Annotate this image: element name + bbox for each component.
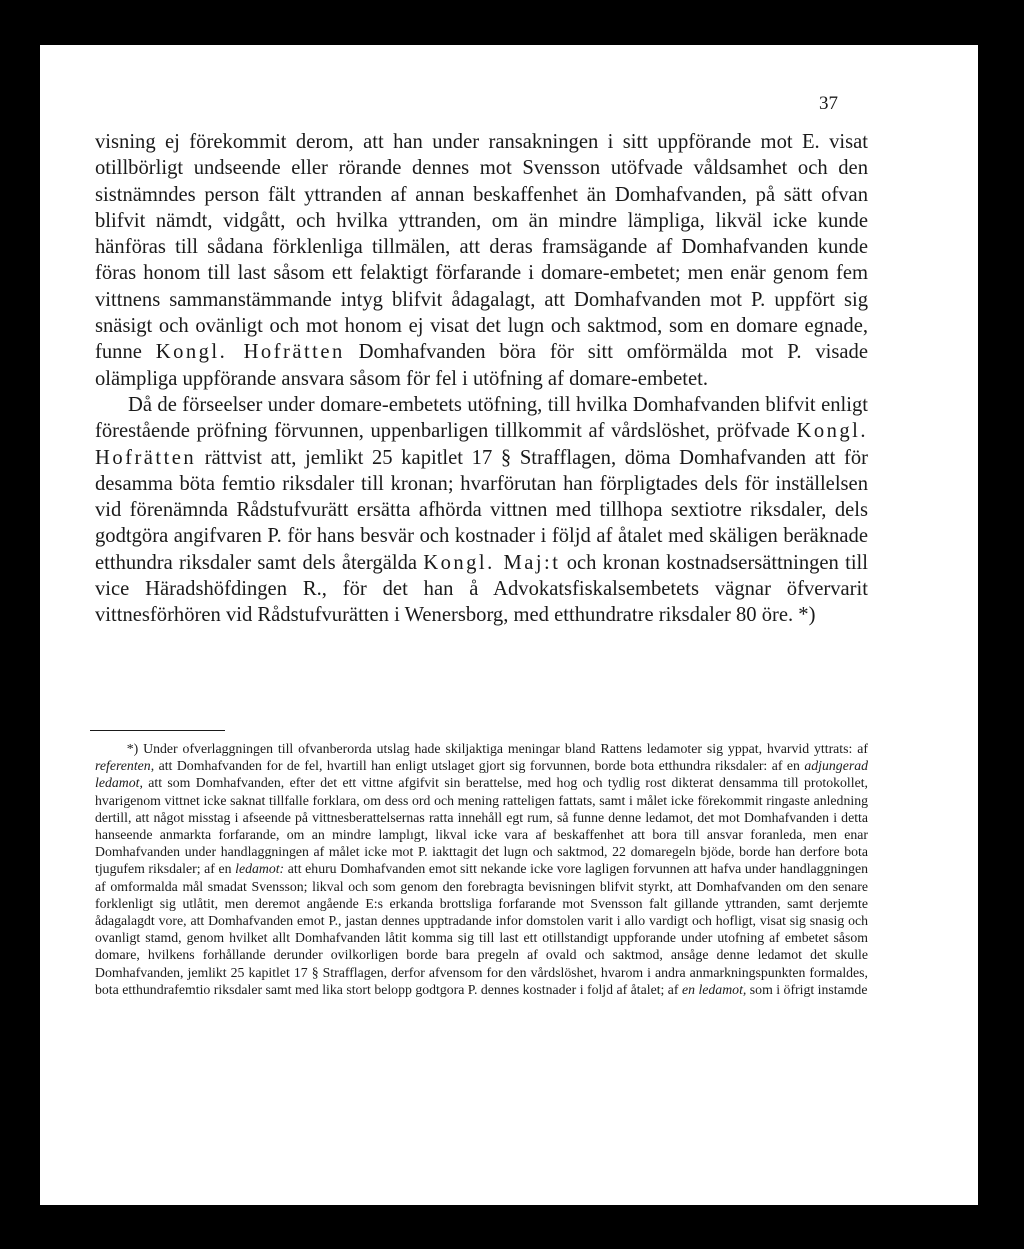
paragraph-1-part-1: visning ej förekommit derom, att han under ransakningen i sitt uppförande mot E. visat otillbörligt undseende eller rörande dennes mot Svensson utöfvade våldsamhet och den sistnämndes person fält yttranden af annan beskaffenhet än Domhafvanden, på sätt ofvan blifvit nämdt, vidgått, och hvilka yttranden, om än mindre lämpliga, likväl icke kunde hänföras till sådana förklenliga tillmälen, att deras framsägande af Domhafvanden kunde föras honom till last såsom ett felaktigt förfarande i domare-embetet; men enär genom fem vittnens sammanstämmande intyg blifvit ådagalagt, att Domhafvanden mot P. uppfört sig snäsigt och ovänligt och mot honom ej visat det lugn och saktmod, som en domare egnade, funne [95, 131, 868, 364]
paragraph-1 [95, 129, 868, 392]
footnote-italic-3: ledamot: [235, 861, 285, 877]
paragraph-1-spaced-1: Kongl. Hofrätten [155, 341, 345, 364]
paragraph-2-spaced-1: Kongl. Hofrätten [95, 420, 868, 469]
document-page [40, 45, 978, 1205]
footnote-italic-4: en ledamot, [681, 981, 747, 997]
page-number: 37 [819, 93, 838, 114]
paragraph-2 [95, 392, 868, 629]
footnote [95, 740, 868, 998]
footnote-italic-1: referenten [95, 758, 151, 774]
footnote-divider [90, 730, 225, 731]
footnote-part-1: *) Under ofverlaggningen till ofvanberorda utslag hade skiljaktiga meningar bland Rattens ledamoter sig yppat, hvarvid yttrats: af [126, 741, 868, 756]
body-text [95, 129, 868, 629]
footnote-part-3: , att som Domhafvanden, efter det ett vittne afgifvit sin berattelse, med hog och tydlig rost dikterat densamma till protokollet, hvarigenom vittnet icke saknat tillfalle forklara, om dess ord och mening ratteligen fattats, samt i målet icke förekommit ringaste anledning dertill, att något misstag i afseende på vittnesberattelsernas ratta innehåll egt rum, så funne denne ledamot, det mot Domhafvanden i detta hanseende anmarkta forfarande, om an mindre lamplıgt, likval icke vara af beskaffenhet att bora till ansvar foranleda, men enar Domhafvanden under handlaggningen af målet icke mot P. iakttagit det lugn och saktmod, 22 domaregeln bjöde, borde han derfore bota tjugufem riksdaler; af en [95, 775, 868, 877]
footnote-part-4: att ehuru Domhafvanden emot sitt nekande icke vore lagligen forvunnen att hafva under handlaggningen af omformalda mål smadat Svensson; likval och som genom den forebragta bevisningen blifvit styrkt, att Domhafvanden om den senare forklenligt sig utlåtit, men deremot angående E:s erkanda brottsliga forfarande mot Svensson falt gillande yttranden, samt derjemte ådagalagdt vore, att Domhafvanden emot P., jastan dennes upptradande infor domstolen varit i allo vardigt och hofligt, visat sig snasig och ovanligt stamd, genom hvilket allt Domhafvanden låtit komma sig till last ett otillstandigt uppforande under utofning af embetet såsom domare, hvilkens forhållande derunder ovilkorligen borde bara pregeln af ovald och saktmod, ansåge denne ledamot det skulle Domhafvanden, jemlikt 25 kapitlet 17 § Strafflagen, derfor afvensom for den vårdslöshet, hvarom i andra anmarkningspunkten formaldes, bota etthundrafemtio riksdaler samt med lika stort belopp godtgora P. dennes kostnader i foljd af åtalet; af [95, 861, 868, 997]
footnote-italic-2: adjungerad ledamot [95, 758, 868, 791]
paragraph-1-part-2: Domhafvanden böra för sitt omförmälda mot P. visade olämpliga uppförande ansvara såsom för fel i utöfning af domare-embetet. [95, 341, 868, 390]
paragraph-2-part-2: rättvist att, jemlikt 25 kapitlet 17 § Strafflagen, döma Domhafvanden att för desamma böta femtio riksdaler till kronan; hvarförutan han förpligtades dels för inställelsen vid förenämnda Rådstufvurätt ersätta afhörda vittnen med tillhopa sextiotre riksdaler, dels godtgöra angifvaren P. för hans besvär och kostnader i följd af åtalet med skäligen beräknade etthundra riksdaler samt dels återgälda [95, 446, 868, 574]
footnote-part-5: som i öfrigt instamde [746, 981, 868, 997]
footnote-text [95, 740, 868, 998]
paragraph-2-part-3: och kronan kostnadsersättningen till vice Häradshöfdingen R., för det han å Advokatsfiskalsembetets vägnar öfvervarit vittnesförhören vid Rådstufvurätten i Wenersborg, med etthundratre riksdaler 80 öre. *) [95, 551, 868, 627]
paragraph-2-spaced-2: Kongl. Maj:t [423, 551, 561, 574]
paragraph-2-part-1: Då de förseelser under domare-embetets utöfning, till hvilka Domhafvanden blifvit enligt förestående pröfning förvunnen, uppenbarligen tillkommit af vårdslöshet, pröfvade [95, 393, 868, 443]
footnote-part-2: , att Domhafvanden for de fel, hvartill han enligt utslaget gjort sig forvunnen, borde bota etthundra riksdaler: af en [150, 758, 805, 774]
